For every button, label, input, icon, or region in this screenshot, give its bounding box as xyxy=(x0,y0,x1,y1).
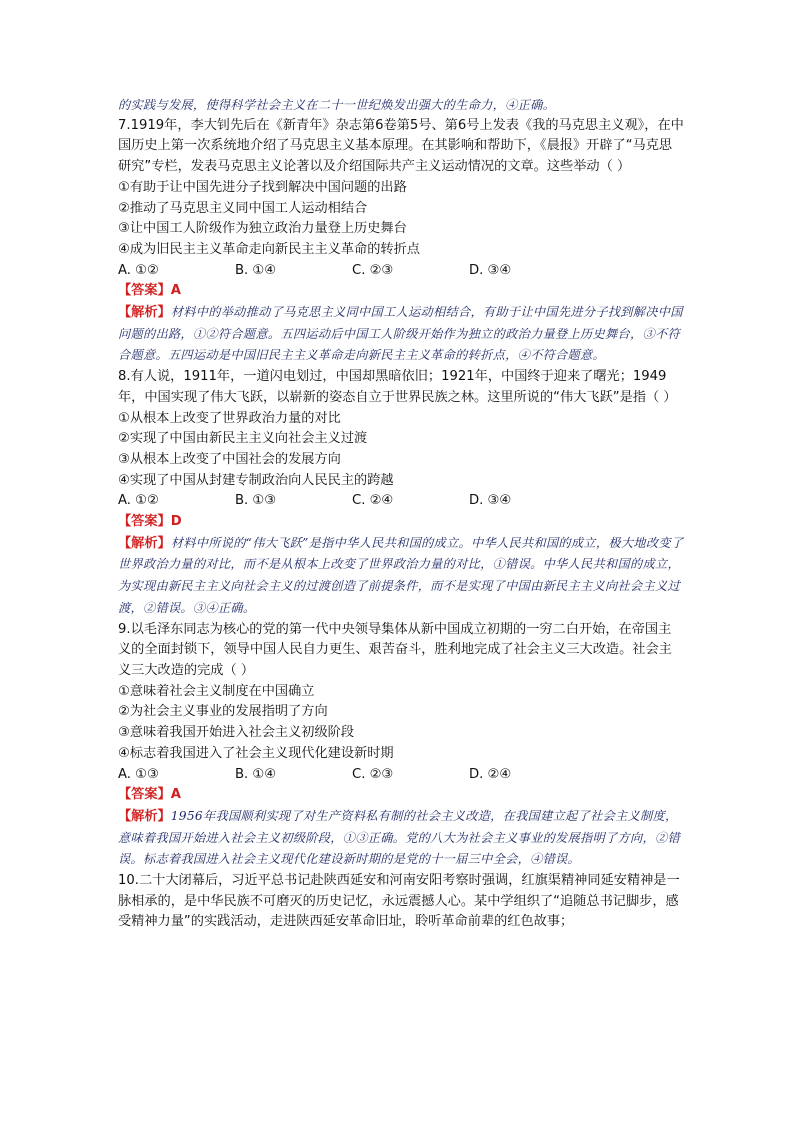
choice-d: D. ③④ xyxy=(469,493,512,509)
answer-tag: 【答案】 xyxy=(118,787,171,803)
choice-d: D. ②④ xyxy=(469,766,512,782)
choice-a: A. ①② xyxy=(118,262,159,278)
answer-tag: 【答案】 xyxy=(118,514,171,530)
answer-line xyxy=(118,512,684,533)
option-4: ④成为旧民主主义革命走向新民主主义革命的转折点 xyxy=(118,241,420,257)
analysis xyxy=(118,533,684,620)
analysis-text: 材料中所说的“伟大飞跃”是指中华人民共和国的成立。中华人民共和国的成立，极大地改变了世界政治力量的对比，而不是从根本上改变了世界政治力量的对比，①错误。中华人民共和国的成立，为实现由新民主主义向社会主义的过渡创造了前提条件，而不是实现了中国由新民主主义向社会主义过渡，②错误。③④正确。 xyxy=(118,535,684,615)
answer-line xyxy=(118,281,684,302)
option-4: ④标志着我国进入了社会主义现代化建设新时期 xyxy=(118,745,394,761)
choice-a: A. ①③ xyxy=(118,766,159,782)
analysis-tag: 【解析】 xyxy=(118,535,171,551)
question-10 xyxy=(118,871,684,933)
answer-choices xyxy=(118,491,684,512)
answer-value: D xyxy=(170,514,182,530)
question-stem: 9.以毛泽东同志为核心的党的第一代中央领导集体从新中国成立初期的一穷二白开始，在帝国主义的全面封锁下，领导中国人民自力更生、艰苦奋斗，胜利地完成了社会主义三大改造。社会主义三大改造的完成（ ） xyxy=(118,621,672,678)
option-2: ②为社会主义事业的发展指明了方向 xyxy=(118,704,328,720)
option-2: ②实现了中国由新民主主义向社会主义过渡 xyxy=(118,431,368,447)
analysis-text: 材料中的举动推动了马克思主义同中国工人运动相结合，有助于让中国先进分子找到解决中国问题的出路，①②符合题意。五四运动后中国工人阶级开始作为独立的政治力量登上历史舞台，③不符合题意。五四运动是中国旧民主主义革命走向新民主主义革命的转折点，④不符合题意。 xyxy=(118,305,683,363)
choice-a: A. ①② xyxy=(118,493,159,509)
option-2: ②推动了马克思主义同中国工人运动相结合 xyxy=(118,200,368,216)
question-stem: 10.二十大闭幕后，习近平总书记赴陕西延安和河南安阳考察时强调，红旗渠精神同延安精神是一脉相承的，是中华民族不可磨灭的历史记忆，永远震撼人心。某中学组织了“追随总书记脚步，感受精神力量”的实践活动，走进陕西延安革命旧址，聆听革命前辈的红色故事； xyxy=(118,873,680,930)
analysis-tag: 【解析】 xyxy=(118,808,171,824)
answer-choices xyxy=(118,765,684,786)
answer-tag: 【答案】 xyxy=(118,283,171,299)
question-8 xyxy=(118,367,684,619)
option-1: ①有助于让中国先进分子找到解决中国问题的出路 xyxy=(118,179,407,195)
choice-c: C. ②③ xyxy=(352,262,394,278)
answer-choices xyxy=(118,261,684,282)
choice-b: B. ①③ xyxy=(235,493,277,509)
question-stem: 7.1919年，李大钊先后在《新青年》杂志第6卷第5号、第6号上发表《我的马克思主义观》，在中国历史上第一次系统地介绍了马克思主义基本原理。在其影响和帮助下，《晨报》开辟了“马克思研究”专栏，发表马克思主义论著以及介绍国际共产主义运动情况的文章。这些举动（ ） xyxy=(118,117,684,175)
analysis-tag: 【解析】 xyxy=(118,305,171,321)
option-1: ①从根本上改变了世界政治力量的对比 xyxy=(118,410,341,426)
choice-d: D. ③④ xyxy=(469,262,512,278)
answer-value: A xyxy=(170,283,181,299)
document-page xyxy=(118,95,684,933)
option-3: ③从根本上改变了中国社会的发展方向 xyxy=(118,451,341,467)
option-3: ③让中国工人阶级作为独立政治力量登上历史舞台 xyxy=(118,221,407,237)
analysis xyxy=(118,302,684,367)
question-stem: 8.有人说，1911年，一道闪电划过，中国却黑暗依旧；1921年，中国终于迎来了曙光；1949年，中国实现了伟大飞跃，以崭新的姿态自立于世界民族之林。这里所说的“伟大飞跃”是指（ ） xyxy=(118,369,677,405)
option-4: ④实现了中国从封建专制政治向人民民主的跨越 xyxy=(118,472,394,488)
option-1: ①意味着社会主义制度在中国确立 xyxy=(118,683,315,699)
choice-b: B. ①④ xyxy=(235,766,277,782)
analysis xyxy=(118,806,684,871)
choice-c: C. ②③ xyxy=(352,766,394,782)
carryover-line: 的实践与发展，使得科学社会主义在二十一世纪焕发出强大的生命力，④正确。 xyxy=(118,98,556,112)
question-7 xyxy=(118,116,684,367)
question-9 xyxy=(118,620,684,871)
choice-b: B. ①④ xyxy=(235,262,277,278)
answer-line xyxy=(118,785,684,806)
choice-c: C. ②④ xyxy=(352,493,394,509)
answer-value: A xyxy=(170,787,181,803)
analysis-text: 1956年我国顺利实现了对生产资料私有制的社会主义改造，在我国建立起了社会主义制度，意味着我国开始进入社会主义初级阶段，①③正确。党的八大为社会主义事业的发展指明了方向，②错误。标志着我国进入社会主义现代化建设新时期的是党的十一届三中全会，④错误。 xyxy=(118,808,680,867)
option-3: ③意味着我国开始进入社会主义初级阶段 xyxy=(118,725,355,741)
